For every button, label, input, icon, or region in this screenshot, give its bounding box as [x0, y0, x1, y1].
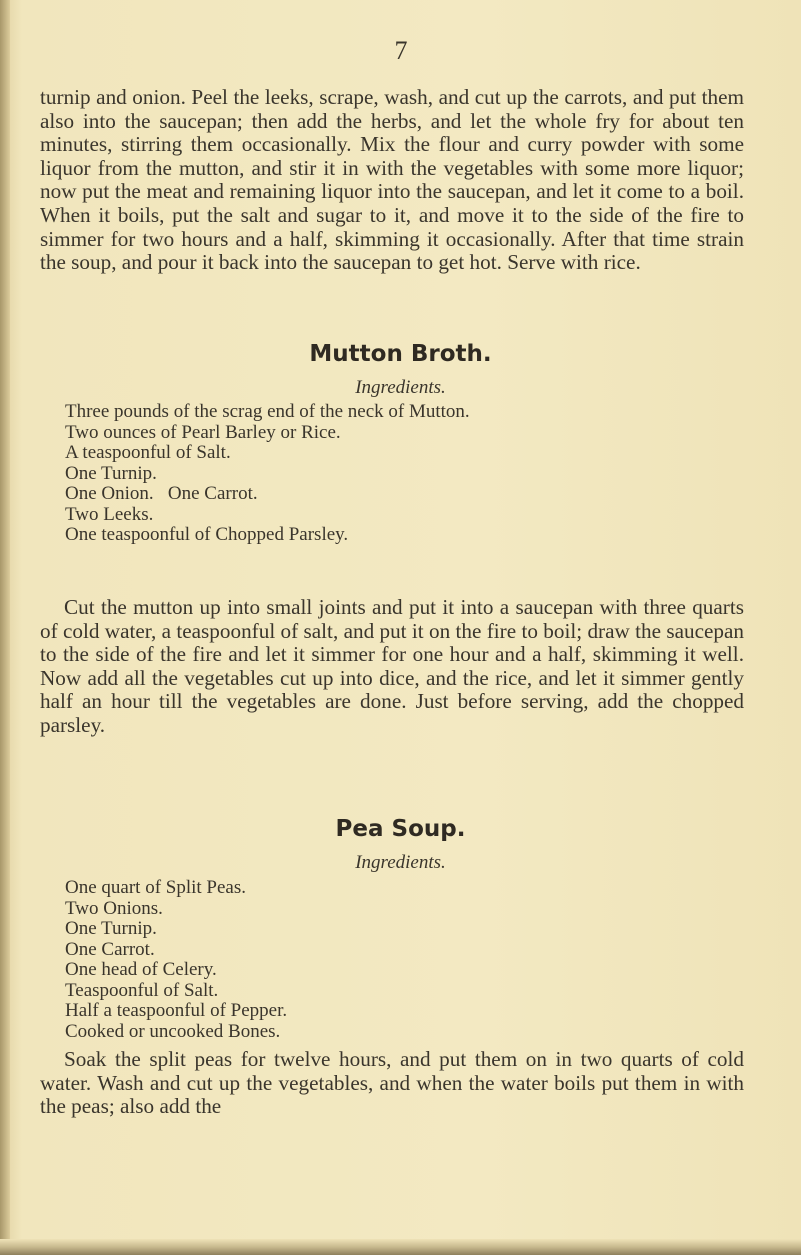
method-block-mutton-broth	[40, 596, 744, 738]
method-text: Soak the split peas for twelve hours, and put them on in two quarts of cold water. Wash and cut up the vegetables, and when the water boils put them in with the peas; also add the	[40, 1047, 744, 1119]
ingredient-item: Two ounces of Pearl Barley or Rice.	[65, 421, 341, 443]
method-paragraph-pea-soup	[40, 1048, 744, 1119]
ingredients-heading-mutton-broth: Ingredients.	[355, 377, 446, 398]
method-block-pea-soup	[40, 1048, 744, 1119]
ingredient-item: One Turnip.	[65, 462, 157, 484]
ingredient-item: One Onion. One Carrot.	[65, 483, 258, 504]
method-text: Cut the mutton up into small joints and put it into a saucepan with three quarts of cold water, a teaspoonful of salt, and put it on the fire to boil; draw the saucepan to the side of the fire and let it simmer for one hour and a half, skimming it well. Now add all the vegetables cut up into dice, and the rice, and let it simmer gently half an hour till the vegetables are done. Just before serving, add the chopped parsley.	[40, 595, 744, 737]
intro-paragraph: turnip and onion. Peel the leeks, scrape, wash, and cut up the carrots, and put them also into the saucepan; then add the herbs, and let the whole fry for about ten minutes, stirring them occasionally. Mix the flour and curry powder with some liquor from the mutton, and stir it in with the vegetables with some more liquor; now put the meat and remaining liquor into the saucepan, and let it come to a boil. When it boils, put the salt and sugar to it, and move it to the side of the fire to simmer for two hours and a half, skimming it occasionally. After that time strain the soup, and pour it back into the saucepan to get hot. Serve with rice.	[40, 85, 744, 275]
ingredient-item: One Turnip.	[65, 918, 157, 939]
ingredient-item: Cooked or uncooked Bones.	[65, 1020, 281, 1042]
ingredient-item: One quart of Split Peas.	[65, 877, 247, 898]
page-bottom-edge	[0, 1239, 801, 1255]
ingredient-item: Three pounds of the scrag end of the neck of Mutton.	[65, 401, 470, 422]
method-paragraph-mutton-broth	[40, 596, 744, 738]
ingredient-item: Teaspoonful of Salt.	[65, 979, 219, 1001]
ingredients-list-pea-soup	[65, 878, 287, 1042]
ingredient-item: One head of Celery.	[65, 959, 217, 980]
ingredient-item: A teaspoonful of Salt.	[65, 442, 231, 463]
ingredient-item: One teaspoonful of Chopped Parsley.	[65, 524, 349, 545]
page-binding-edge	[0, 0, 10, 1255]
ingredient-item: One Carrot.	[65, 938, 155, 960]
page-number: 7	[394, 36, 408, 65]
recipe-title-pea-soup: Pea Soup.	[335, 816, 466, 842]
ingredients-list-mutton-broth	[65, 402, 470, 546]
ingredient-item: Two Leeks.	[65, 503, 154, 525]
recipe-title-mutton-broth: Mutton Broth.	[309, 341, 492, 367]
ingredient-item: Two Onions.	[65, 897, 163, 919]
ingredient-item: Half a teaspoonful of Pepper.	[65, 1000, 288, 1021]
ingredients-heading-pea-soup: Ingredients.	[355, 852, 446, 873]
intro-paragraph-block	[40, 86, 744, 275]
